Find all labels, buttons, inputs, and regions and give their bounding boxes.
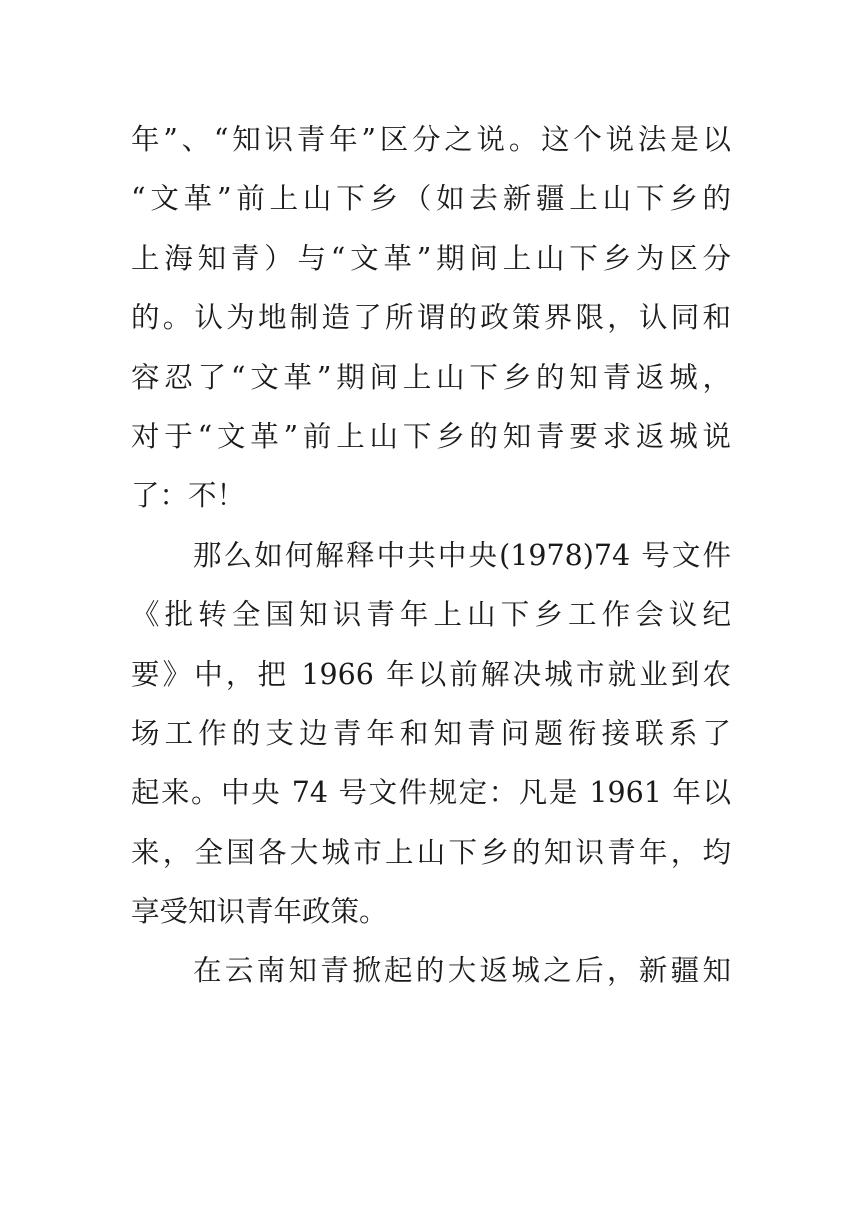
text-line: 在云南知青掀起的大返城之后，新疆知 [193,954,731,988]
text-line: 《批转全国知识青年上山下乡工作会议纪 [131,598,731,632]
text-line: 场工作的支边青年和知青问题衔接联系了 [131,716,731,750]
body-text [131,110,731,1001]
text-line: 上海知青）与“文革”期间上山下乡为区分 [131,241,731,275]
text-line: “文革”前上山下乡（如去新疆上山下乡的 [131,182,731,216]
text-line: 享受知识青年政策。 [131,895,388,929]
text-line: 对于“文革”前上山下乡的知青要求返城说 [131,419,731,453]
text-line: 年”、“知识青年”区分之说。这个说法是以 [131,123,731,156]
text-line: 来，全国各大城市上山下乡的知识青年，均 [131,835,731,869]
text-line: 容忍了“文革”期间上山下乡的知青返城， [131,360,731,394]
text-line: 起来。中央 74 号文件规定：凡是 1961 年以 [131,776,731,810]
text-line: 了：不！ [131,479,246,513]
text-line: 要》中，把 1966 年以前解决城市就业到农 [131,657,731,691]
text-line: 那么如何解释中共中央(1978)74 号文件 [193,538,731,572]
text-line: 的。认为地制造了所谓的政策界限，认同和 [131,301,731,335]
